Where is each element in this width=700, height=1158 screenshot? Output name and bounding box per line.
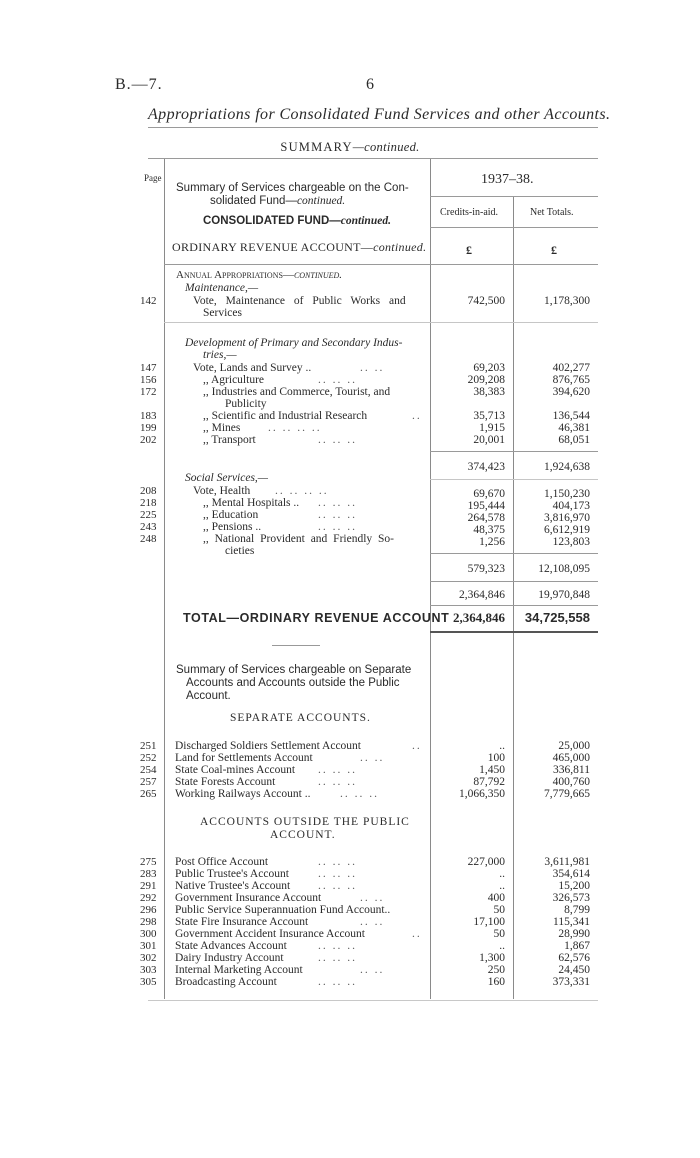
page-number: 6 <box>366 76 374 93</box>
outside-accounts-heading-2: ACCOUNT. <box>270 829 336 841</box>
development-net: 876,765 <box>552 374 590 386</box>
outside-label: Internal Marketing Account <box>175 964 303 976</box>
development-page: 172 <box>140 386 157 398</box>
separate-label: Land for Settlements Account <box>175 752 313 764</box>
development-label: ,, Agriculture <box>203 374 264 386</box>
development-page: 183 <box>140 410 157 422</box>
outside-page: 292 <box>140 892 157 904</box>
outside-credits: 227,000 <box>467 856 505 868</box>
outside-credits: .. <box>499 940 505 952</box>
development-label-continued: Publicity <box>225 398 267 410</box>
leader-dots: .. .. <box>360 916 385 928</box>
development-heading-1: Development of Primary and Secondary Indus- <box>185 337 403 349</box>
grand-subtotal-credits: 2,364,846 <box>459 589 505 601</box>
column-header-rule <box>430 227 598 228</box>
development-label: ,, Scientific and Industrial Research <box>203 410 368 422</box>
separate-page: 251 <box>140 740 157 752</box>
section-separator <box>272 645 320 646</box>
outside-page: 298 <box>140 916 157 928</box>
leader-dots: .. .. <box>360 964 385 976</box>
outside-label: Government Insurance Account <box>175 892 322 904</box>
leader-dots: .. .. <box>360 752 385 764</box>
ordinary-revenue-heading: ORDINARY REVENUE ACCOUNT—continued. <box>172 240 427 254</box>
outside-page: 302 <box>140 952 157 964</box>
outside-page: 301 <box>140 940 157 952</box>
separate-credits: .. <box>499 740 505 752</box>
outside-page: 303 <box>140 964 157 976</box>
table-top-rule <box>148 158 598 159</box>
social-label-continued: cieties <box>225 545 255 557</box>
social-heading: Social Services,— <box>185 472 269 484</box>
social-label: ,, Mental Hospitals .. <box>203 497 300 509</box>
social-label: ,, Education <box>203 509 259 521</box>
separate-page: 252 <box>140 752 157 764</box>
separate-net: 400,760 <box>552 776 590 788</box>
separate-label: State Coal-mines Account <box>175 764 296 776</box>
summary-heading: SUMMARY—continued. <box>280 140 420 154</box>
outside-label: Public Service Superannuation Fund Account.. <box>175 904 391 916</box>
credits-column-divider <box>513 196 514 999</box>
net-column-header: Net Totals. <box>530 207 574 218</box>
grand-subtotal-rule <box>430 581 598 582</box>
development-credits: 1,915 <box>479 422 505 434</box>
table-bottom-rule <box>148 1000 598 1001</box>
credits-column-header: Credits-in-aid. <box>440 207 499 218</box>
title-underline <box>148 127 598 128</box>
development-net: 136,544 <box>552 410 590 422</box>
separate-intro-line-3: Account. <box>186 690 231 702</box>
leader-dots: .. .. .. .. <box>275 485 329 497</box>
leader-dots: .. .. .. <box>318 952 357 964</box>
leader-dots: .. <box>412 410 422 422</box>
page-title: Appropriations for Consolidated Fund Services and other Accounts. <box>148 106 611 123</box>
outside-credits: 50 <box>493 928 505 940</box>
development-heading-2: tries,— <box>203 349 237 361</box>
separate-net: 336,811 <box>553 764 590 776</box>
development-subtotal-rule <box>430 451 598 452</box>
outside-net: 24,450 <box>558 964 590 976</box>
outside-net: 354,614 <box>552 868 590 880</box>
document-reference: B.—7. <box>115 76 163 93</box>
maintenance-heading: Maintenance,— <box>185 282 259 294</box>
social-label: Vote, Health <box>193 485 251 497</box>
page-column-divider <box>164 159 165 999</box>
leader-dots: .. .. .. <box>318 976 357 988</box>
separate-net: 7,779,665 <box>544 788 590 800</box>
social-subtotal-credits: 579,323 <box>467 563 505 575</box>
outside-credits: 17,100 <box>473 916 505 928</box>
outside-net: 3,611,981 <box>544 856 590 868</box>
outside-net: 28,990 <box>558 928 590 940</box>
development-subtotal-credits: 374,423 <box>467 461 505 473</box>
social-credits: 1,256 <box>479 536 505 548</box>
total-credits: 2,364,846 <box>453 610 505 625</box>
maintenance-net: 1,178,300 <box>544 295 590 307</box>
outside-credits: .. <box>499 868 505 880</box>
outside-net: 373,331 <box>552 976 590 988</box>
social-net: 3,816,970 <box>544 512 590 524</box>
leader-dots: .. .. .. .. <box>268 422 322 434</box>
social-credits: 195,444 <box>467 500 505 512</box>
leader-dots: .. .. .. <box>318 434 357 446</box>
maintenance-label-1: Vote, Maintenance of Public Works and <box>193 295 406 307</box>
separate-credits: 1,450 <box>479 764 505 776</box>
outside-label: Dairy Industry Account <box>175 952 284 964</box>
outside-credits: 160 <box>487 976 505 988</box>
leader-dots: .. .. .. <box>318 856 357 868</box>
pound-header-rule <box>430 264 598 265</box>
development-label: ,, Transport <box>203 434 256 446</box>
development-label: Vote, Lands and Survey .. <box>193 362 312 374</box>
outside-credits: 50 <box>493 904 505 916</box>
grand-subtotal-net: 19,970,848 <box>538 589 590 601</box>
social-subtotal-rule <box>430 553 598 554</box>
development-credits: 69,203 <box>473 362 505 374</box>
leader-dots: .. .. .. <box>318 509 357 521</box>
development-net: 68,051 <box>558 434 590 446</box>
outside-page: 291 <box>140 880 157 892</box>
social-page: 208 <box>140 485 157 497</box>
separate-intro-line-2: Accounts and Accounts outside the Public <box>186 677 400 689</box>
social-label: ,, National Provident and Friendly So- <box>203 533 394 545</box>
social-page: 243 <box>140 521 157 533</box>
intro-rule <box>164 264 430 265</box>
outside-net: 15,200 <box>558 880 590 892</box>
development-subtotal-net: 1,924,638 <box>544 461 590 473</box>
outside-label: Broadcasting Account <box>175 976 277 988</box>
social-credits: 48,375 <box>473 524 505 536</box>
page-column-header: Page <box>144 173 162 183</box>
social-page: 248 <box>140 533 157 545</box>
outside-net: 1,867 <box>564 940 590 952</box>
development-page: 147 <box>140 362 157 374</box>
social-net: 1,150,230 <box>544 488 590 500</box>
outside-credits: 250 <box>487 964 505 976</box>
intro-line-2: solidated Fund—continued. <box>210 195 346 207</box>
leader-dots: .. <box>412 740 422 752</box>
outside-page: 300 <box>140 928 157 940</box>
year-header-rule <box>430 196 598 197</box>
leader-dots: .. .. .. <box>318 940 357 952</box>
social-page: 218 <box>140 497 157 509</box>
separate-accounts-heading: SEPARATE ACCOUNTS. <box>230 712 371 724</box>
annual-appropriations-heading: Annual Appropriations—continued. <box>176 269 343 281</box>
outside-page: 296 <box>140 904 157 916</box>
net-pound-sign: £ <box>551 243 557 257</box>
leader-dots: .. .. <box>360 892 385 904</box>
maintenance-label-2: Services <box>203 307 242 319</box>
separate-label: State Forests Account <box>175 776 276 788</box>
social-net: 6,612,919 <box>544 524 590 536</box>
credits-pound-sign: £ <box>466 243 472 257</box>
separate-page: 254 <box>140 764 157 776</box>
intro-line-1: Summary of Services chargeable on the Con- <box>176 182 409 194</box>
development-credits: 209,208 <box>467 374 505 386</box>
separate-label: Discharged Soldiers Settlement Account <box>175 740 361 752</box>
separate-label: Working Railways Account .. <box>175 788 311 800</box>
leader-dots: .. .. .. <box>318 868 357 880</box>
year-header: 1937–38. <box>481 172 534 187</box>
outside-page: 305 <box>140 976 157 988</box>
leader-dots: .. .. .. <box>318 497 357 509</box>
leader-dots: .. .. .. <box>318 374 357 386</box>
total-double-rule <box>430 631 598 633</box>
maintenance-page: 142 <box>140 295 157 307</box>
development-page: 156 <box>140 374 157 386</box>
separate-credits: 87,792 <box>473 776 505 788</box>
maintenance-rule <box>164 322 598 323</box>
development-page: 199 <box>140 422 157 434</box>
development-net: 394,620 <box>552 386 590 398</box>
social-net: 123,803 <box>552 536 590 548</box>
development-credits: 20,001 <box>473 434 505 446</box>
consolidated-fund-heading: CONSOLIDATED FUND—continued. <box>203 215 391 227</box>
development-credits: 38,383 <box>473 386 505 398</box>
social-credits: 264,578 <box>467 512 505 524</box>
social-credits: 69,670 <box>473 488 505 500</box>
outside-net: 8,799 <box>564 904 590 916</box>
separate-net: 25,000 <box>558 740 590 752</box>
development-credits: 35,713 <box>473 410 505 422</box>
social-net: 404,173 <box>552 500 590 512</box>
total-net: 34,725,558 <box>524 610 590 625</box>
total-label: TOTAL—ORDINARY REVENUE ACCOUNT <box>183 611 450 625</box>
leader-dots: .. .. .. <box>340 788 379 800</box>
development-label: ,, Industries and Commerce, Tourist, and <box>203 386 391 398</box>
development-net: 402,277 <box>552 362 590 374</box>
social-subtotal-net: 12,108,095 <box>538 563 590 575</box>
social-page: 225 <box>140 509 157 521</box>
outside-label: Public Trustee's Account <box>175 868 289 880</box>
outside-label: State Advances Account <box>175 940 287 952</box>
leader-dots: .. .. .. <box>318 764 357 776</box>
development-net: 46,381 <box>558 422 590 434</box>
description-column-divider <box>430 159 431 999</box>
leader-dots: .. .. .. <box>318 880 357 892</box>
development-label: ,, Mines <box>203 422 241 434</box>
outside-accounts-heading-1: ACCOUNTS OUTSIDE THE PUBLIC <box>200 816 410 828</box>
development-page: 202 <box>140 434 157 446</box>
leader-dots: .. .. .. <box>318 776 357 788</box>
social-label: ,, Pensions .. <box>203 521 262 533</box>
outside-page: 275 <box>140 856 157 868</box>
leader-dots: .. <box>412 928 422 940</box>
outside-label: Post Office Account <box>175 856 269 868</box>
separate-credits: 100 <box>487 752 505 764</box>
separate-credits: 1,066,350 <box>459 788 505 800</box>
separate-net: 465,000 <box>552 752 590 764</box>
outside-net: 115,341 <box>553 916 590 928</box>
separate-intro-line-1: Summary of Services chargeable on Separate <box>176 664 412 676</box>
separate-page: 265 <box>140 788 157 800</box>
separate-page: 257 <box>140 776 157 788</box>
leader-dots: .. .. .. <box>318 521 357 533</box>
outside-credits: 1,300 <box>479 952 505 964</box>
outside-credits: 400 <box>487 892 505 904</box>
outside-page: 283 <box>140 868 157 880</box>
total-top-rule <box>430 605 598 606</box>
outside-net: 326,573 <box>552 892 590 904</box>
outside-label: State Fire Insurance Account <box>175 916 309 928</box>
outside-net: 62,576 <box>558 952 590 964</box>
maintenance-credits: 742,500 <box>467 295 505 307</box>
outside-label: Government Accident Insurance Account <box>175 928 366 940</box>
outside-credits: .. <box>499 880 505 892</box>
outside-label: Native Trustee's Account <box>175 880 291 892</box>
development-subtotal-bottom-rule <box>430 479 598 480</box>
leader-dots: .. .. <box>360 362 385 374</box>
